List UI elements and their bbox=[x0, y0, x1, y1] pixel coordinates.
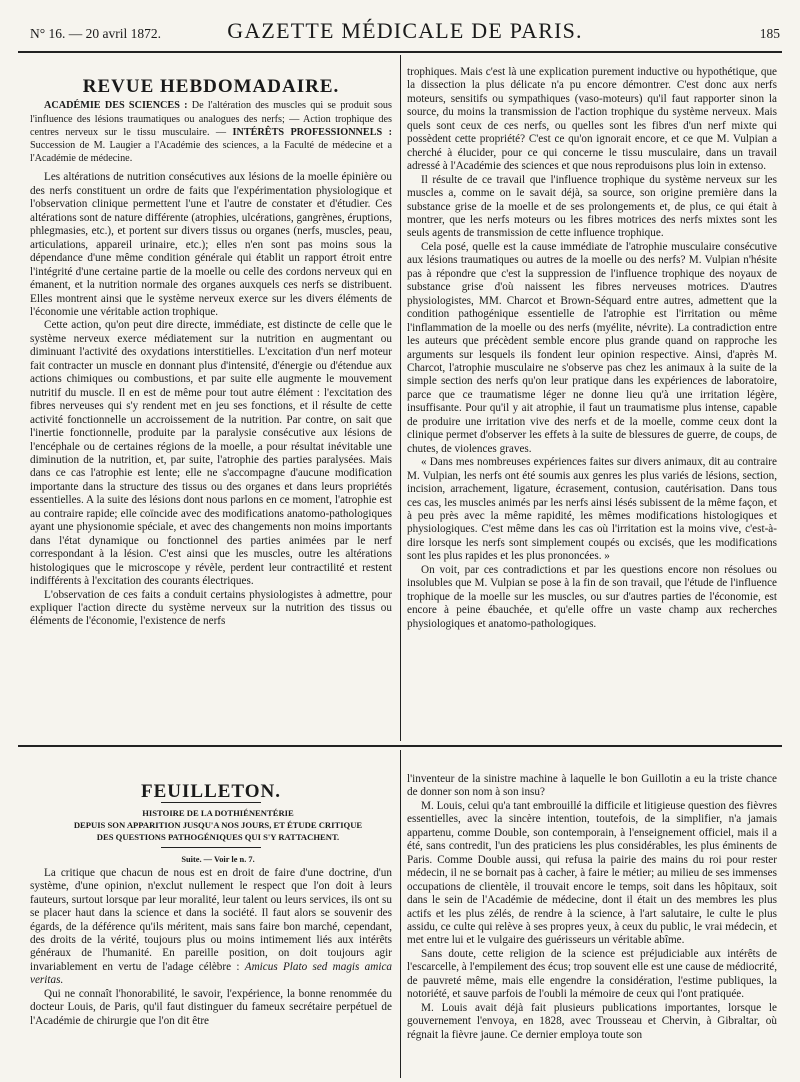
feuilleton-subtitle: DES QUESTIONS PATHOGÉNIQUES QUI S'Y RATTACHENT. bbox=[96, 831, 340, 842]
feuilleton-subtitle: HISTOIRE DE LA DOTHIÉNENTÉRIE bbox=[142, 808, 294, 819]
section-title-feuilleton: FEUILLETON. bbox=[141, 781, 281, 802]
revue-summary bbox=[30, 99, 392, 165]
revue-right-paragraph: On voit, par ces contradictions et par les questions encore non résolues ou insolubles que M. Vulpian se pose à la fin de son travail, que l'étude de l'influence trophique de la moelle sur les muscles, ou sur d'autres parties de l'économie, est encore à peine ébauchée, et qu'elle offre un vaste champ aux recherches physiologiques et anatomo-pathologiques. bbox=[407, 563, 777, 630]
feuilleton-right-paragraph: M. Louis, celui qu'a tant embrouillé la difficile et litigieuse question des fièvres essentielles, avec la sincère intention, toutefois, de la simplifier, n'a jamais appartenu, comme Double, son contemporain, à l'enseignement officiel, mais il a été, sans contredit, l'un des praticiens les plus considérables, les plus éminents de Paris. Comme Double aussi, qui refusa la pairie des mains du roi pour rester médecin, il ne se bornait pas à cacher, à faire le métier; au milieu de ses immenses occupations de clientèle, il trouvait encore le temps, soit dans les hôpitaux, soit dans le sein de l'Académie de médecine, dont il était un des membres les plus actifs et les plus zélés, de rendre à la science, à l'art salutaire, le culte le plus assidu, ce culte qui relève à ses propres yeux, à ceux du public, le vrai médecin, et met entre lui et le vulgaire des guérisseurs un véritable abîme. bbox=[407, 799, 777, 947]
feuilleton-left-paragraph bbox=[30, 867, 392, 988]
revue-right-paragraph: Cela posé, quelle est la cause immédiate de l'atrophie musculaire consécutive aux lésions traumatiques ou autres de la moelle ou des nerfs? M. Vulpian n'hésite pas à répondre que c'est la suppression de l'influence trophique des noyaux de substance grise d'où naissent les fibres nerveuses motrices. D'autres physiologistes, MM. Charcot et Brown-Séquard entre autres, admettent que la condition pathogénique essentielle de l'atrophie est l'irritation ou même l'inflammation de la moelle ou des nerfs (myélite, névrite). La contradiction entre les auteurs que précèdent semble encore plus grande quand on rapproche les arguments sur lesquels ils fondent leur opinion respective. Ainsi, d'après M. Charcot, l'atrophie musculaire ne s'observe pas chez les animaux à la suite de la simple section des nerfs qu'on leur pratique dans les expériences de laboratoire, parce que ce traumatisme léger ne donne lieu qu'à une irritation légère, insuffisante. Pour qu'il y ait atrophie, il faut un traumatisme plus intense, capable de produire une irritation vive des nerfs et de la moelle, comme ceux dont la clinique permet d'observer les effets à la suite de blessures de guerre, de coups, de chutes, de violences graves. bbox=[407, 240, 777, 455]
title-underline bbox=[161, 802, 261, 803]
latin-adage: Amicus Plato sed magis amica veritas. bbox=[30, 960, 393, 987]
revue-right-paragraph: trophiques. Mais c'est là une explication purement inductive ou hypothétique, que la dissection la plus délicate n'a pu encore démontrer. C'est donc aux nerfs moteurs, sensitifs ou sympathiques (vaso-moteurs) qu'il faut rapporter sinon la source, du moins la transmission de l'action trophique du système nerveux. Mais quels sont ceux de ces nerfs, ou quelles sont les fibres d'un nerf mixte qui possèdent cette propriété? C'est ce qu'on ignorait encore, et ce que M. Vulpian a cherché à élucider, pour ce qui concerne le tissu musculaire, dans un travail adressé à l'Académie des sciences et que nous reproduisons plus loin in extenso. bbox=[407, 66, 777, 173]
summary-heading-academy: ACADÉMIE DES SCIENCES : bbox=[44, 100, 188, 112]
feuilleton-right-paragraph: M. Louis avait déjà fait plusieurs publications importantes, lorsque le gouvernement l'envoya, en 1828, avec Trousseau et Chervin, à Gibraltar, où régnait la fièvre jaune. Ce dernier employa toute son bbox=[407, 1001, 777, 1041]
revue-left-paragraph: Les altérations de nutrition consécutives aux lésions de la moelle épinière ou des nerfs constituent un ordre de faits que l'expérimentation physiologique et l'observation clinique permettent l'une et l'autre de constater et d'étudier. Ces altérations sont de nature différente (atrophies, ulcérations, gangrènes, éruptions, phlegmasies, etc.), et portent sur divers tissus ou organes (nerfs, muscles, peau, articulations, appareil urinaire, etc.); elles n'en sont pas moins sous la dépendance d'une même condition générale qui établit un rapport étroit entre l'intégrité d'une certaine partie de la moelle ou celle des cordons nerveux qui en émanent, et la nutrition normale des organes auxquels ces nerfs se distribuent. Elles montrent ainsi que le système nerveux exerce sur les divers éléments de l'économie une véritable action trophique. bbox=[30, 171, 392, 318]
feuilleton-left-column bbox=[30, 783, 392, 1028]
header-rule bbox=[18, 51, 782, 53]
revue-left-paragraph: Cette action, qu'on peut dire directe, immédiate, est distincte de celle que le système nerveux exerce médiatement sur la nutrition en augmentant ou diminuant l'activité des oxydations interstitielles. L'excitation d'un nerf moteur fait contracter un muscle en donnant plus d'intensité, d'énergie ou d'étendue aux actions chimiques ou combustions, et par suite elle augmente le mouvement nutritif du muscle. Il en est de même pour tout autre élément : l'excitation des fibres nerveuses qui s'y rendent met en jeu ses fonctions, et il résulte de cette activité fonctionnelle un accroissement de la nutrition. Par contre, on sait que l'inertie fonctionnelle, produite par la paralysie consécutive aux lésions de l'encéphale ou de certaines régions de la moelle, a pour résultat inévitable une diminution de la nutrition, et, par suite, l'atrophie des parties paralysées. Mais dans ce cas l'atrophie est lente; elle ne s'accompagne d'aucune modification importante dans la structure des tissus ou des organes et dans leurs propriétés essentielles. A la suite des lésions dont nous parlons en ce moment, l'atrophie est au contraire rapide; elle coïncide avec des modifications anatomo-pathologiques ayant une physionomie spéciale, et avec des changements non moins importants dans l'état dynamique ou fonctionnel des parties animées par le nerf correspondant à la lésion. C'est ainsi que les muscles, outre les altérations histologiques que le microscope y révèle, perdent leur contractilité et restent indifférents à l'excitation des courants électriques. bbox=[30, 319, 392, 588]
feuilleton-rule bbox=[18, 745, 782, 747]
revue-right-column bbox=[407, 66, 777, 631]
feuilleton-subtitle: DEPUIS SON APPARITION JUSQU'A NOS JOURS, ET ÉTUDE CRITIQUE bbox=[73, 820, 363, 831]
issue-date: N° 16. — 20 avril 1872. bbox=[30, 26, 162, 41]
page-number: 185 bbox=[759, 26, 780, 41]
summary-heading-professional: INTÉRÊTS PROFESSIONNELS : bbox=[232, 126, 392, 138]
section-title-revue: REVUE HEBDOMADAIRE. bbox=[82, 76, 340, 97]
feuilleton-paragraph-text: La critique que chacun de nous est en droit de faire d'une doctrine, d'un système, d'une opinion, n'exclut nullement le respect que l'on doit à leurs fauteurs, surtout lorsque par leur moralité, leur talent ou leurs services, ils ont su se placer haut dans la science et dans la société. Il faut alors se souvenir des égards, de la déférence qu'ils méritent, mais sans faire bon marché, cependant, des droits de la vérité, toujours plus ou moins intimement liés aux intérêts généraux de l'humanité. En pareille position, on doit toujours agir invariablement en vertu de l'adage célèbre : bbox=[30, 866, 392, 973]
feuilleton-right-column bbox=[407, 773, 777, 1042]
revue-left-column bbox=[30, 76, 392, 629]
continuation-note: Suite. — Voir le n. 7. bbox=[181, 855, 255, 865]
revue-left-paragraph: L'observation de ces faits a conduit certains physiologistes à admettre, pour expliquer l'action directe du système nerveux sur la nutrition des tissus ou éléments de l'économie, l'existence de nerfs bbox=[30, 588, 392, 628]
column-divider-bottom bbox=[400, 750, 401, 1078]
feuilleton-right-paragraph: Sans doute, cette religion de la science est préjudiciable aux intérêts de l'escarcelle, à l'empilement des écus; trop souvent elle est une cause de médiocrité, de pauvreté même, mais elle engendre la considération, l'estime publiques, la notoriété, et sauve parfois de l'oubli la mémoire de ceux qui l'ont pratiquée. bbox=[407, 947, 777, 1001]
summary-text-academy: De l'altération des muscles qui se produit sous l'influence des lésions traumatiques ou analogues des nerfs; — Action trophique des centres nerveux sur le tissu musculaire. — bbox=[30, 100, 392, 138]
revue-right-quote: « Dans mes nombreuses expériences faites sur divers animaux, dit au contraire M. Vulpian, les nerfs ont été soumis aux genres les plus variés de lésions, section, incision, arrachement, ligature, écrasement, contusion, cautérisation. Dans tous ces cas, les muscles animés par les nerfs ainsi lésés subissent de la même façon, et à peu près avec la même rapidité, les mêmes modifications histologiques et physiologiques. C'est même dans les cas où l'irritation est la moins vive, c'est-à-dire lorsque les nerfs sont simplement coupés ou excisés, que les modifications sont les plus rapides et les plus prononcées. » bbox=[407, 456, 777, 563]
revue-right-paragraph: Il résulte de ce travail que l'influence trophique du système nerveux sur les muscles a, comme on le savait déjà, sa source, son origine première dans la substance grise de la moelle et de ses prolongements et, de plus, ce qui était à montrer, que les nerfs moteurs ou les fibres motrices des nerfs mixtes sont les seuls agents de transmission de cette influence trophique. bbox=[407, 173, 777, 240]
feuilleton-right-paragraph: l'inventeur de la sinistre machine à laquelle le bon Guillotin a eu la triste chance de donner son nom à son insu? bbox=[407, 773, 777, 799]
summary-text-professional: Succession de M. Laugier a l'Académie des sciences, a la Faculté de médecine et a l'Académie de médecine. bbox=[30, 140, 392, 165]
feuilleton-left-paragraph: Qui ne connaît l'honorabilité, le savoir, l'expérience, la bonne renommée du docteur Louis, de Paris, qu'il faut distinguer du fameux secrétaire perpétuel de l'Académie de chirurgie que l'on dit être bbox=[30, 987, 392, 1027]
subtitle-underline bbox=[161, 847, 261, 848]
page-header bbox=[30, 18, 780, 44]
journal-title: GAZETTE MÉDICALE DE PARIS. bbox=[227, 18, 583, 43]
column-divider-top bbox=[400, 55, 401, 741]
